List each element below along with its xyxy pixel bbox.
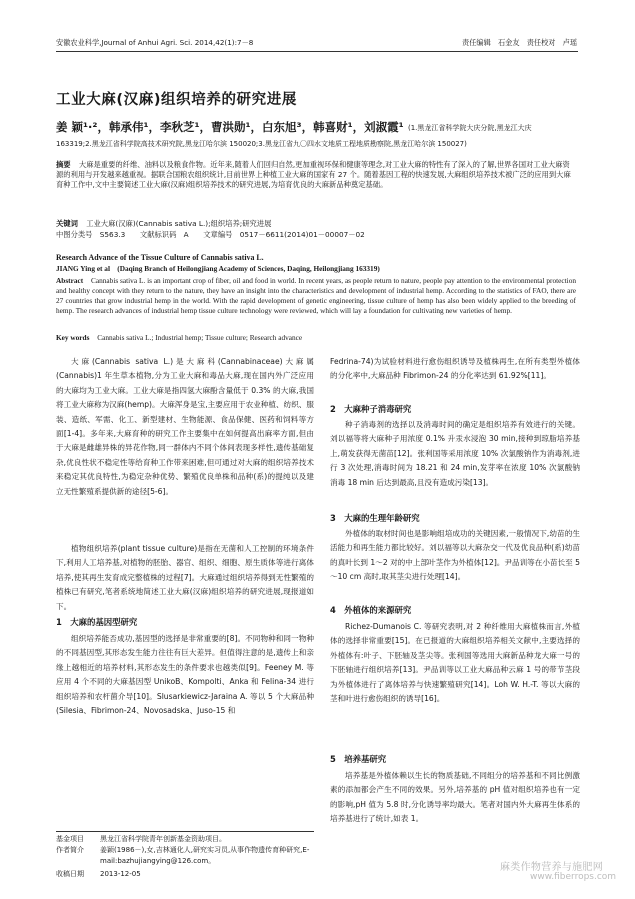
site-watermark-url: www.fiberrops.com [530,872,617,882]
keywords-label: 关键词 [56,219,78,228]
author-bio-label: 作者简介 [56,846,84,854]
received-date: 2013-12-05 [100,870,141,878]
english-keywords-label: Key words [56,333,90,342]
section-3-heading: 3 大麻的生理年龄研究 [330,513,420,523]
classification-meta: 中图分类号 S563.3 文献标识码 A 文章编号 0517－6611(2014)01－00007－02 [56,230,365,239]
section-2-heading: 2 大麻种子消毒研究 [330,404,412,414]
abstract-label: 摘要 [56,160,71,169]
section-4-text: Richez-Dumanois C. 等研究表明,对 2 种纤维用大麻植株而言,外植体的选择非常重要[15]。在已报道的大麻组织培养相关文献中,主要选择的外植体有:叶子、下胚轴及茎尖等。张利国等选用大麻新品种龙大麻一号的下胚轴进行组织培养[13]。尹品训等以工业大麻品种云麻 1 号的带节茎段为外植体进行了离体培养与快速繁殖研究[14]。Loh W. H.-T. 等以大麻的茎和叶进行愈伤组织的诱导[16]。 [330,622,580,704]
english-keywords [56,333,576,343]
right-continuation: Fedrina-74)为试验材料进行愈伤组织诱导及植株再生,在所有类型外植体的分化率中,大麻品种 Fibrimon-24 的分化率达到 61.92%[11]。 [330,357,580,381]
header-rule [56,51,578,52]
keywords-text: 工业大麻(汉麻)(Cannabis sativa L.);组织培养;研究进展 [86,219,272,228]
intro-paragraph-1: 大麻(Cannabis sativa L.)是大麻科(Cannabinaceae)大麻属(Cannabis)1 年生草本植物,分为工业大麻和毒品大麻,现在国内外广泛应用的大麻均为工业大麻。工业大麻是指四氢大麻酚含量低于 0.3% 的大麻,我国将工业大麻称为汉麻(hemp)。大麻浑身是宝,主要应用于农业种植、纺织、服装、造纸、军需、化工、新型建材、生物能源、食品保健、医药和饲料等方面[1-4]。多年来,大麻育种的研究工作主要集中在如何提高出麻率方面,但由于大麻是雌雄异株的异花作物,同一群体内不同个体间表现多样性,遗传基础复杂,优良性状不稳定性等给育种工作带来困难,但可通过对大麻的组织培养技术来稳定其优良特性,为稳定杂种优势、繁殖优良单株和品种(系)的提纯以及建立无性繁殖系提供新的途径[5-6]。 [56,357,314,496]
affiliation-line-2: 163319;2.黑龙江省科学院高技术研究院,黑龙江哈尔滨 150020;3.黑龙江省九〇四水文地质工程地质勘察院,黑龙江哈尔滨 150027) [56,140,467,148]
abstract-text: 大麻是重要的纤维、油料以及粮食作物。近年来,随着人们回归自然,更加重视环保和健康等理念,对工业大麻的特性有了深入的了解,世界各国对工业大麻资源的利用与开发越来越重视。据联合国粮农组织统计,目前世界上种植工业大麻的国家有 27 个。随着基因工程的快速发展,大麻组织培养技术被广泛的应用到大麻育种工作中,文中主要简述工业大麻(汉麻)组织培养技术的研究进展,为培育优良的大麻新品种奠定基础。 [56,160,571,190]
english-abstract-label: Abstract [56,276,84,285]
affiliation-line-1: (1.黑龙江省科学院大庆分院,黑龙江大庆 [408,124,532,132]
section-2-text: 种子消毒剂的选择以及消毒时间的确定是组织培养有效进行的关键。刘以福等将大麻种子用浓度 0.1% 升汞水浸泡 30 min,接种到琼脂培养基上,萌发获得无菌苗[12]。张利国等采用浓度 10% 次氯酸钠作为消毒剂,进行 3 次处理,消毒时间为 18.21 和 24 min,发芽率在浓度 10% 次氯酸钠消毒 18 min 后达到最高,且没有造成污染[13]。 [330,420,580,487]
intro-paragraph-2: 植物组织培养(plant tissue culture)是指在无菌和人工控制的环境条件下,利用人工培养基,对植物的胚胎、器官、组织、细胞、原生质体等进行离体培养,使其再生发育成完整植株的过程[7]。大麻通过组织培养得到无性繁殖的植株已有研究,笔者系统地简述工业大麻(汉麻)组织培养的研究进展,现报道如下。 [56,544,314,611]
abstract-cn [56,160,576,190]
article-title: 工业大麻(汉麻)组织培养的研究进展 [56,92,297,108]
author-bio-text: 姜颖(1986－),女,吉林通化人,研究实习员,从事作物遗传育种研究,E-mail:bazhujiangying@126.com。 [100,846,310,865]
journal-header: 安徽农业科学,Journal of Anhui Agri. Sci. 2014,42(1):7－8 [56,38,254,47]
section-1-heading: 1 大麻的基因型研究 [56,617,138,627]
section-5-heading: 5 培养基研究 [330,754,387,764]
english-title: Research Advance of the Tissue Culture of Cannabis sativa L. [56,253,264,262]
fund-label: 基金项目 [56,835,84,843]
english-abstract-text: Cannabis sativa L. is an important crop of fiber, oil and food in world. In recent years, as people return to nature, people pay attention to the environmental protection and healthy concept with they return to the nature, they have an insight into the characteristics and development of industrial hemp. According to the statistics of FAO, there are 27 countries that grow industrial hemp in the world. With the rapid development of genetic engineering, tissue culture of hemp has also been widely applied to the breeding of hemp. The research advances of industrial hemp tissue culture technology were reviewed, which will lay a foundation for cultivating new varieties of hemp. [56,276,576,316]
english-keywords-text: Cannabis sativa L.; Industrial hemp; Tissue culture; Research advance [97,333,303,342]
section-5-text: 培养基是外植体赖以生长的物质基础,不同组分的培养基和不同比例激素的添加都会产生不同的效果。另外,培养基的 pH 值对组织培养也有一定的影响,pH 值为 5.8 时,分化诱导率均最大。笔者对国内外大麻再生体系的培养基进行了统计,如表 1。 [330,771,580,824]
footnote-rule [56,831,314,832]
keywords-cn [56,219,576,229]
received-label: 收稿日期 [56,870,84,878]
site-watermark: 麻类作物营养与施肥网 [500,862,603,873]
section-3-text: 外植体的取材时间也是影响组培成功的关键因素,一般情况下,幼苗的生活能力和再生能力都比较好。刘以福等以大麻杂交一代及优良品种(系)幼苗的真叶长到 1～2 对的中上部叶茎作为外植体[12]。尹品训等在小苗长至 5～10 cm 高时,取其茎尖进行处理[14]。 [330,529,580,582]
section-4-heading: 4 外植体的来源研究 [330,605,412,615]
english-abstract [56,276,576,316]
english-authors: JIANG Ying et al (Daqing Branch of Heilongjiang Academy of Sciences, Daqing, Heilongjiang 163319) [56,264,380,273]
author-list: 姜 颖¹·²，韩承伟¹，李秋芝¹，曹洪勋¹，白东旭³，韩喜财¹，刘淑霞¹ [56,120,404,134]
fund-text: 黑龙江省科学院青年创新基金资助项目。 [100,835,226,843]
editor-credits: 责任编辑 石金友 责任校对 卢瑶 [462,38,578,47]
section-1-text: 组织培养能否成功,基因型的选择是非常重要的[8]。不同物种和同一物种的不同基因型,其形态发生能力往往有巨大差异。但值得注意的是,遗传上和亲缘上越相近的培养材料,其形态发生的条件要求也越类似[9]。Feeney M. 等应用 4 个不同的大麻基因型 UnikoB、Kompolti、Anka 和 Felina-34 进行组织培养和农杆菌介导[10]。Slusarkiewicz-Jaraina A. 等以 5 个大麻品种(Silesia、Fibrimon-24、Novosadska、Juso-15 和 [56,634,314,716]
